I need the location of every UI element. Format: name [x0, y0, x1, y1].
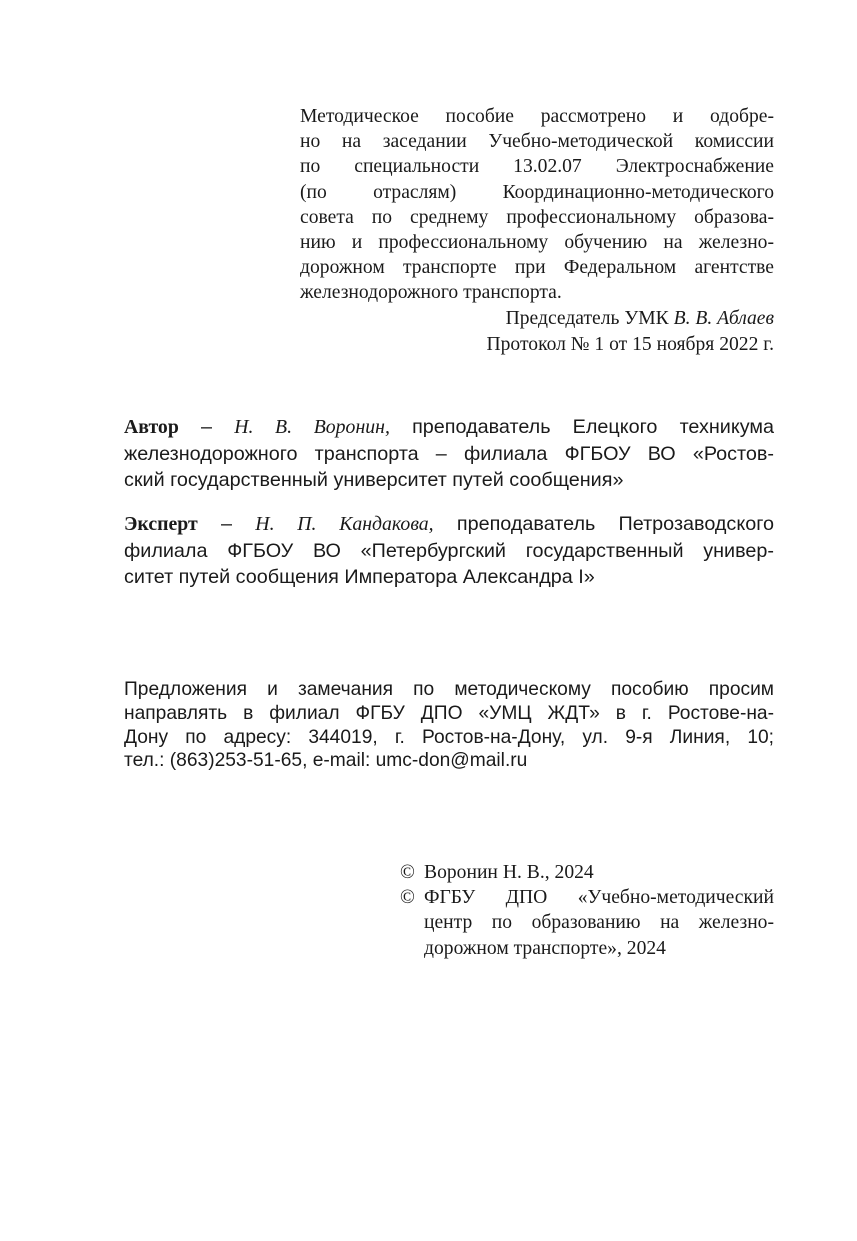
copyright-icon: © [400, 862, 415, 883]
copyright-text: ФГБУ ДПО «Учебно-методический [424, 887, 774, 909]
author-label: Автор [124, 416, 179, 438]
contacts-line: тел.: (863)253-51-65, e-mail: umc-don@mail.ru [124, 750, 528, 772]
expert-line: ситет путей сообщения Императора Александра I» [124, 566, 595, 589]
chair-name: В. В. Аблаев [673, 308, 774, 329]
expert-position: преподаватель Петрозаводского [433, 513, 774, 535]
copyright-text: дорожном транспорте», 2024 [424, 937, 666, 959]
copyright-text: Воронин Н. В., 2024 [424, 862, 594, 883]
approval-line: нию и профессиональному обучению на железно- [300, 232, 774, 254]
expert-line [124, 511, 774, 538]
author-name: Н. В. Воронин, [234, 416, 390, 438]
approval-line: дорожном транспорте при Федеральном агентстве [300, 257, 774, 279]
contacts-line: Дону по адресу: 344019, г. Ростов-на-Дону, ул. 9-я Линия, 10; [124, 726, 774, 748]
approval-note [300, 104, 774, 306]
author-line [124, 414, 774, 441]
author-dash: – [178, 416, 235, 438]
approval-line: по специальности 13.02.07 Электроснабжение [300, 156, 774, 178]
feedback-contacts [124, 678, 774, 773]
approval-line: Методическое пособие рассмотрено и одобре- [300, 106, 774, 127]
approval-line: (по отраслям) Координационно-методического [300, 181, 774, 203]
copyright-entry [400, 885, 774, 961]
protocol-line: Протокол № 1 от 15 ноября 2022 г. [486, 334, 774, 355]
chair-label: Председатель УМК [505, 308, 669, 329]
expert-dash: – [197, 513, 256, 535]
expert-label: Эксперт [124, 513, 198, 535]
approval-line: железнодорожного транспорта. [300, 282, 562, 304]
committee-chair [300, 306, 774, 332]
copyright-entry [400, 860, 774, 885]
approval-signoff [300, 306, 774, 358]
copyright-icon: © [400, 887, 415, 909]
expert-line: филиала ФГБОУ ВО «Петербургский государственный универ- [124, 539, 774, 562]
author-line: железнодорожного транспорта – филиала ФГБОУ ВО «Ростов- [124, 442, 774, 465]
approval-line: но на заседании Учебно-методической комиссии [300, 131, 774, 153]
expert-credit [124, 511, 774, 591]
expert-name: Н. П. Кандакова, [255, 513, 434, 535]
contacts-line: Предложения и замечания по методическому пособию просим [124, 679, 774, 700]
copyright-text: центр по образованию на железно- [424, 912, 774, 934]
copyright-block [400, 860, 774, 961]
approval-line: совета по среднему профессиональному образова- [300, 206, 774, 228]
contacts-line: направлять в филиал ФГБУ ДПО «УМЦ ЖДТ» в г. Ростове-на- [124, 702, 774, 724]
author-credit [124, 414, 774, 494]
author-position: преподаватель Елецкого техникума [389, 416, 774, 438]
author-line: ский государственный университет путей сообщения» [124, 469, 624, 492]
